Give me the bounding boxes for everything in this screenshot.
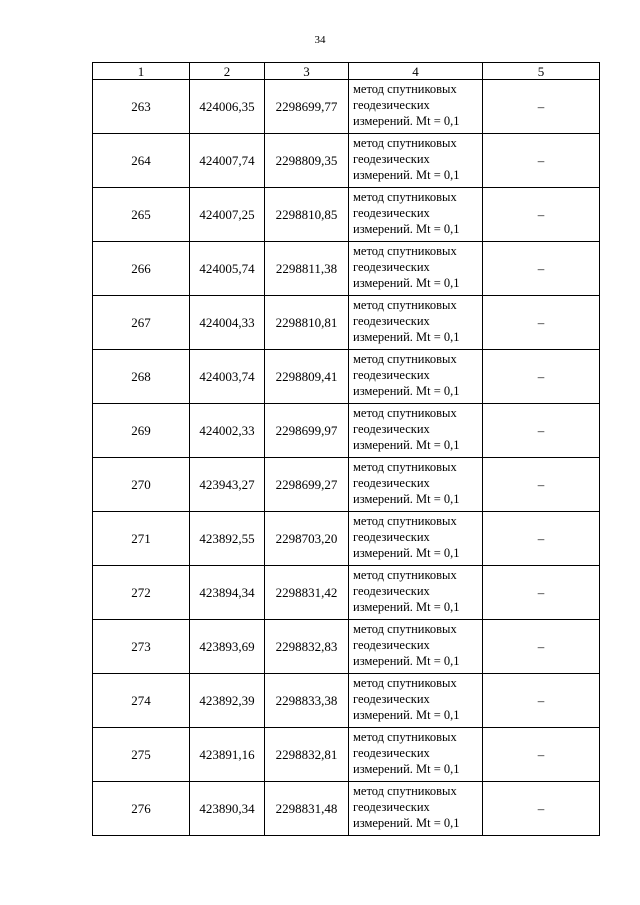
table-row xyxy=(93,512,600,566)
column-header-1: 1 xyxy=(93,63,190,80)
method-text-line: геодезических xyxy=(353,206,430,220)
method-text-line: геодезических xyxy=(353,314,430,328)
coordinate-x-cell: 424004,33 xyxy=(190,296,265,350)
coordinate-y-cell: 2298831,42 xyxy=(265,566,349,620)
method-cell xyxy=(349,134,483,188)
note-cell: – xyxy=(483,296,600,350)
table-body xyxy=(93,80,600,836)
table-row xyxy=(93,80,600,134)
note-cell: – xyxy=(483,620,600,674)
point-number-cell: 263 xyxy=(93,80,190,134)
coordinate-y-cell: 2298832,81 xyxy=(265,728,349,782)
method-text-line: геодезических xyxy=(353,98,430,112)
point-number-cell: 274 xyxy=(93,674,190,728)
coordinates-table xyxy=(92,62,600,836)
method-text-line: метод спутниковых xyxy=(353,622,457,636)
column-header-4: 4 xyxy=(349,63,483,80)
note-cell: – xyxy=(483,512,600,566)
method-text-line: измерений. Mt = 0,1 xyxy=(353,816,460,830)
point-number-cell: 265 xyxy=(93,188,190,242)
column-header-3: 3 xyxy=(265,63,349,80)
note-cell: – xyxy=(483,458,600,512)
coordinate-x-cell: 424003,74 xyxy=(190,350,265,404)
point-number-cell: 269 xyxy=(93,404,190,458)
note-cell: – xyxy=(483,350,600,404)
method-cell xyxy=(349,350,483,404)
method-cell xyxy=(349,458,483,512)
point-number-cell: 266 xyxy=(93,242,190,296)
coordinate-y-cell: 2298810,85 xyxy=(265,188,349,242)
column-header-5: 5 xyxy=(483,63,600,80)
column-header-2: 2 xyxy=(190,63,265,80)
method-text-line: измерений. Mt = 0,1 xyxy=(353,546,460,560)
method-cell xyxy=(349,242,483,296)
table-row xyxy=(93,674,600,728)
method-text-line: геодезических xyxy=(353,584,430,598)
coordinate-x-cell: 423892,39 xyxy=(190,674,265,728)
method-text-line: измерений. Mt = 0,1 xyxy=(353,492,460,506)
method-cell xyxy=(349,620,483,674)
method-text-line: измерений. Mt = 0,1 xyxy=(353,438,460,452)
coordinate-y-cell: 2298811,38 xyxy=(265,242,349,296)
coordinate-y-cell: 2298809,35 xyxy=(265,134,349,188)
note-cell: – xyxy=(483,566,600,620)
point-number-cell: 273 xyxy=(93,620,190,674)
coordinate-x-cell: 424007,74 xyxy=(190,134,265,188)
note-cell: – xyxy=(483,134,600,188)
coordinate-x-cell: 424005,74 xyxy=(190,242,265,296)
coordinate-x-cell: 423891,16 xyxy=(190,728,265,782)
table-row xyxy=(93,242,600,296)
coordinate-y-cell: 2298699,27 xyxy=(265,458,349,512)
method-text-line: геодезических xyxy=(353,368,430,382)
table-row xyxy=(93,782,600,836)
point-number-cell: 267 xyxy=(93,296,190,350)
method-text-line: геодезических xyxy=(353,422,430,436)
coordinate-y-cell: 2298809,41 xyxy=(265,350,349,404)
method-text-line: измерений. Mt = 0,1 xyxy=(353,708,460,722)
method-text-line: измерений. Mt = 0,1 xyxy=(353,600,460,614)
method-text-line: метод спутниковых xyxy=(353,244,457,258)
coordinate-y-cell: 2298703,20 xyxy=(265,512,349,566)
point-number-cell: 275 xyxy=(93,728,190,782)
coordinate-y-cell: 2298810,81 xyxy=(265,296,349,350)
note-cell: – xyxy=(483,404,600,458)
method-text-line: измерений. Mt = 0,1 xyxy=(353,168,460,182)
coordinate-y-cell: 2298699,97 xyxy=(265,404,349,458)
method-text-line: измерений. Mt = 0,1 xyxy=(353,384,460,398)
point-number-cell: 272 xyxy=(93,566,190,620)
coordinate-x-cell: 423943,27 xyxy=(190,458,265,512)
method-cell xyxy=(349,728,483,782)
method-cell xyxy=(349,512,483,566)
method-text-line: геодезических xyxy=(353,638,430,652)
method-text-line: измерений. Mt = 0,1 xyxy=(353,330,460,344)
method-text-line: геодезических xyxy=(353,530,430,544)
coordinate-x-cell: 423890,34 xyxy=(190,782,265,836)
note-cell: – xyxy=(483,188,600,242)
method-text-line: геодезических xyxy=(353,476,430,490)
table-row xyxy=(93,350,600,404)
note-cell: – xyxy=(483,674,600,728)
point-number-cell: 268 xyxy=(93,350,190,404)
method-cell xyxy=(349,296,483,350)
coordinate-y-cell: 2298699,77 xyxy=(265,80,349,134)
method-text-line: геодезических xyxy=(353,692,430,706)
coordinate-x-cell: 423894,34 xyxy=(190,566,265,620)
coordinate-y-cell: 2298833,38 xyxy=(265,674,349,728)
method-text-line: геодезических xyxy=(353,800,430,814)
table-row xyxy=(93,566,600,620)
point-number-cell: 270 xyxy=(93,458,190,512)
method-text-line: метод спутниковых xyxy=(353,568,457,582)
method-text-line: измерений. Mt = 0,1 xyxy=(353,114,460,128)
method-text-line: метод спутниковых xyxy=(353,136,457,150)
table-row xyxy=(93,188,600,242)
header-row xyxy=(93,63,600,80)
note-cell: – xyxy=(483,80,600,134)
table-row xyxy=(93,296,600,350)
method-text-line: метод спутниковых xyxy=(353,406,457,420)
note-cell: – xyxy=(483,728,600,782)
method-text-line: метод спутниковых xyxy=(353,190,457,204)
coordinate-x-cell: 423893,69 xyxy=(190,620,265,674)
point-number-cell: 276 xyxy=(93,782,190,836)
method-cell xyxy=(349,188,483,242)
method-text-line: измерений. Mt = 0,1 xyxy=(353,762,460,776)
note-cell: – xyxy=(483,242,600,296)
method-text-line: метод спутниковых xyxy=(353,460,457,474)
table-row xyxy=(93,620,600,674)
table-header xyxy=(93,63,600,80)
method-text-line: метод спутниковых xyxy=(353,352,457,366)
method-cell xyxy=(349,674,483,728)
method-text-line: метод спутниковых xyxy=(353,514,457,528)
method-text-line: метод спутниковых xyxy=(353,676,457,690)
coordinate-x-cell: 424006,35 xyxy=(190,80,265,134)
method-text-line: измерений. Mt = 0,1 xyxy=(353,654,460,668)
method-text-line: геодезических xyxy=(353,260,430,274)
table-row xyxy=(93,404,600,458)
method-text-line: метод спутниковых xyxy=(353,82,457,96)
method-cell xyxy=(349,404,483,458)
method-text-line: измерений. Mt = 0,1 xyxy=(353,276,460,290)
table-row xyxy=(93,458,600,512)
coordinate-x-cell: 423892,55 xyxy=(190,512,265,566)
method-text-line: метод спутниковых xyxy=(353,298,457,312)
table-row xyxy=(93,134,600,188)
method-cell xyxy=(349,566,483,620)
method-text-line: геодезических xyxy=(353,152,430,166)
coordinate-y-cell: 2298832,83 xyxy=(265,620,349,674)
point-number-cell: 271 xyxy=(93,512,190,566)
note-cell: – xyxy=(483,782,600,836)
method-cell xyxy=(349,782,483,836)
coordinate-y-cell: 2298831,48 xyxy=(265,782,349,836)
method-text-line: метод спутниковых xyxy=(353,784,457,798)
table-row xyxy=(93,728,600,782)
method-text-line: измерений. Mt = 0,1 xyxy=(353,222,460,236)
page-number: 34 xyxy=(314,34,326,46)
method-text-line: геодезических xyxy=(353,746,430,760)
coordinate-x-cell: 424002,33 xyxy=(190,404,265,458)
coordinate-x-cell: 424007,25 xyxy=(190,188,265,242)
method-cell xyxy=(349,80,483,134)
method-text-line: метод спутниковых xyxy=(353,730,457,744)
point-number-cell: 264 xyxy=(93,134,190,188)
